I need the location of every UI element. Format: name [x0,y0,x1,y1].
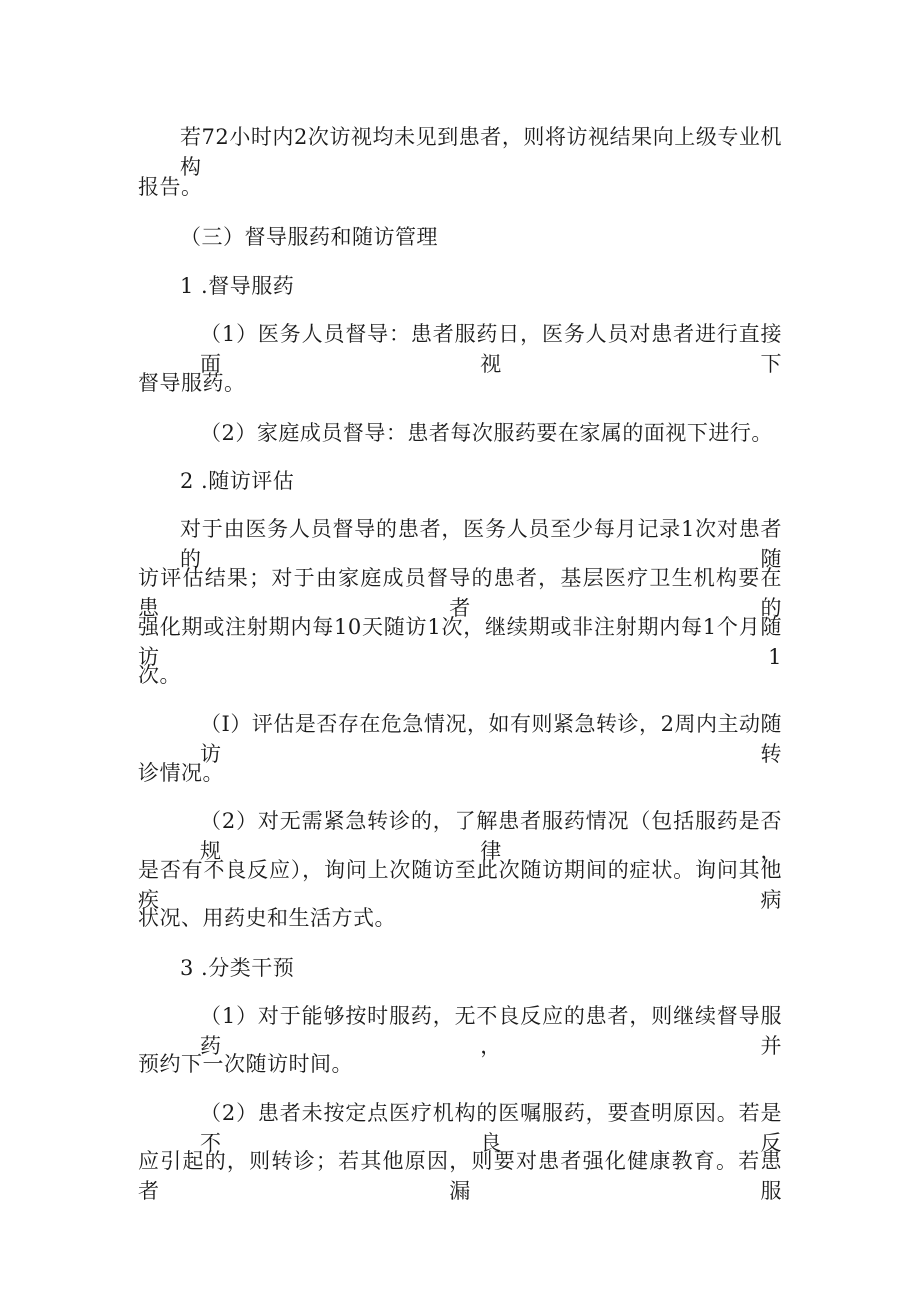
paragraph-line: 若72小时内2次访视均未见到患者，则将访视结果向上级专业机构 [180,125,782,179]
subsection-heading: 1 .督导服药 [180,274,295,298]
paragraph-line: （I）评估是否存在危急情况，如有则紧急转诊，2周内主动随访转 [200,712,782,766]
paragraph-line: （1）医务人员督导：患者服药日，医务人员对患者进行直接面视下 [200,322,782,376]
paragraph-line: 报告。 [138,175,203,199]
subsection-heading: 2 .随访评估 [180,469,295,493]
paragraph-line: 诊情况。 [138,761,224,785]
section-heading: （三）督导服药和随访管理 [180,225,438,249]
paragraph-line: 督导服药。 [138,371,246,395]
paragraph-line: 应引起的，则转诊；若其他原因，则要对患者强化健康教育。若患者漏服 [138,1149,782,1203]
paragraph-line: 是否有不良反应），询问上次随访至此次随访期间的症状。询问其他疾病 [138,858,782,912]
paragraph-line: 对于由医务人员督导的患者，医务人员至少每月记录1次对患者的随 [180,517,782,571]
paragraph-line: （2）家庭成员督导：患者每次服药要在家属的面视下进行。 [200,421,773,445]
paragraph-line: 预约下一次随访时间。 [138,1052,353,1076]
paragraph-line: 次。 [138,663,181,687]
paragraph-line: 状况、用药史和生活方式。 [138,906,396,930]
paragraph-line: 访评估结果；对于由家庭成员督导的患者，基层医疗卫生机构要在患者的 [138,566,782,620]
paragraph-line: 强化期或注射期内每10天随访1次，继续期或非注射期内每1个月随访1 [138,615,782,669]
paragraph-line: （2）对无需紧急转诊的，了解患者服药情况（包括服药是否规律， [200,809,782,863]
subsection-heading: 3 .分类干预 [180,956,295,980]
paragraph-line: （1）对于能够按时服药，无不良反应的患者，则继续督导服药，并 [200,1004,782,1058]
paragraph-line: （2）患者未按定点医疗机构的医嘱服药，要查明原因。若是不良反 [200,1101,782,1155]
